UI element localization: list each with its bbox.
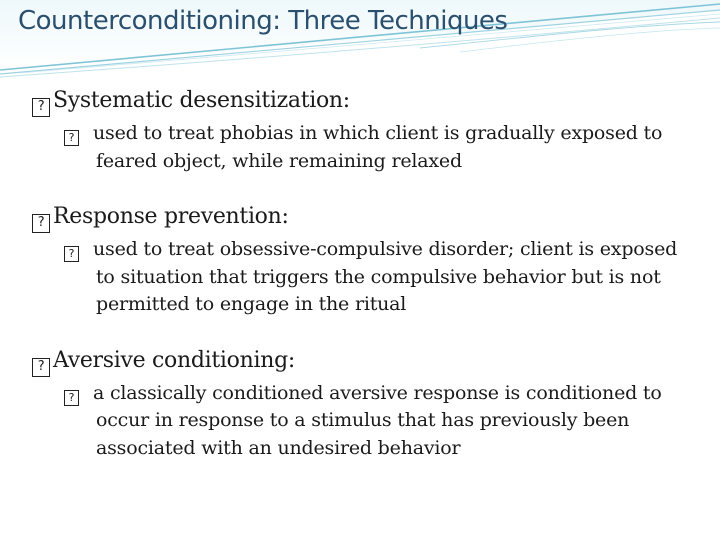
sub-bullet-box-icon: ? [64, 390, 79, 406]
sub-bullet-box-icon: ? [64, 130, 79, 146]
bullet-box-icon: ? [32, 214, 50, 233]
bullet-box-icon: ? [32, 358, 50, 377]
technique-heading-row [32, 348, 692, 374]
technique-detail: used to treat obsessive-compulsive disorder; client is exposed to situation that triggers the compulsive behavior but is not permitted to engage in the ritual [93, 238, 678, 315]
technique-heading: Systematic desensitization: [53, 88, 350, 113]
technique-detail-row [64, 120, 692, 175]
technique-heading-row [32, 204, 692, 230]
technique-heading-row [32, 88, 692, 114]
technique-heading: Aversive conditioning: [53, 347, 295, 373]
technique-detail-row [64, 236, 692, 319]
technique-heading: Response prevention: [53, 204, 289, 229]
technique-systematic-desensitization [32, 88, 692, 175]
technique-detail-row [64, 380, 692, 463]
bullet-box-icon: ? [32, 98, 50, 117]
slide-body [32, 88, 692, 491]
sub-bullet-box-icon: ? [64, 246, 79, 262]
technique-aversive-conditioning [32, 348, 692, 463]
technique-detail: a classically conditioned aversive response is conditioned to occur in response to a stimulus that has previously been associated with an undesired behavior [93, 381, 662, 459]
technique-response-prevention [32, 204, 692, 319]
slide-title: Counterconditioning: Three Techniques [18, 6, 508, 36]
technique-detail: used to treat phobias in which client is gradually exposed to feared object, while remaining relaxed [93, 122, 663, 172]
